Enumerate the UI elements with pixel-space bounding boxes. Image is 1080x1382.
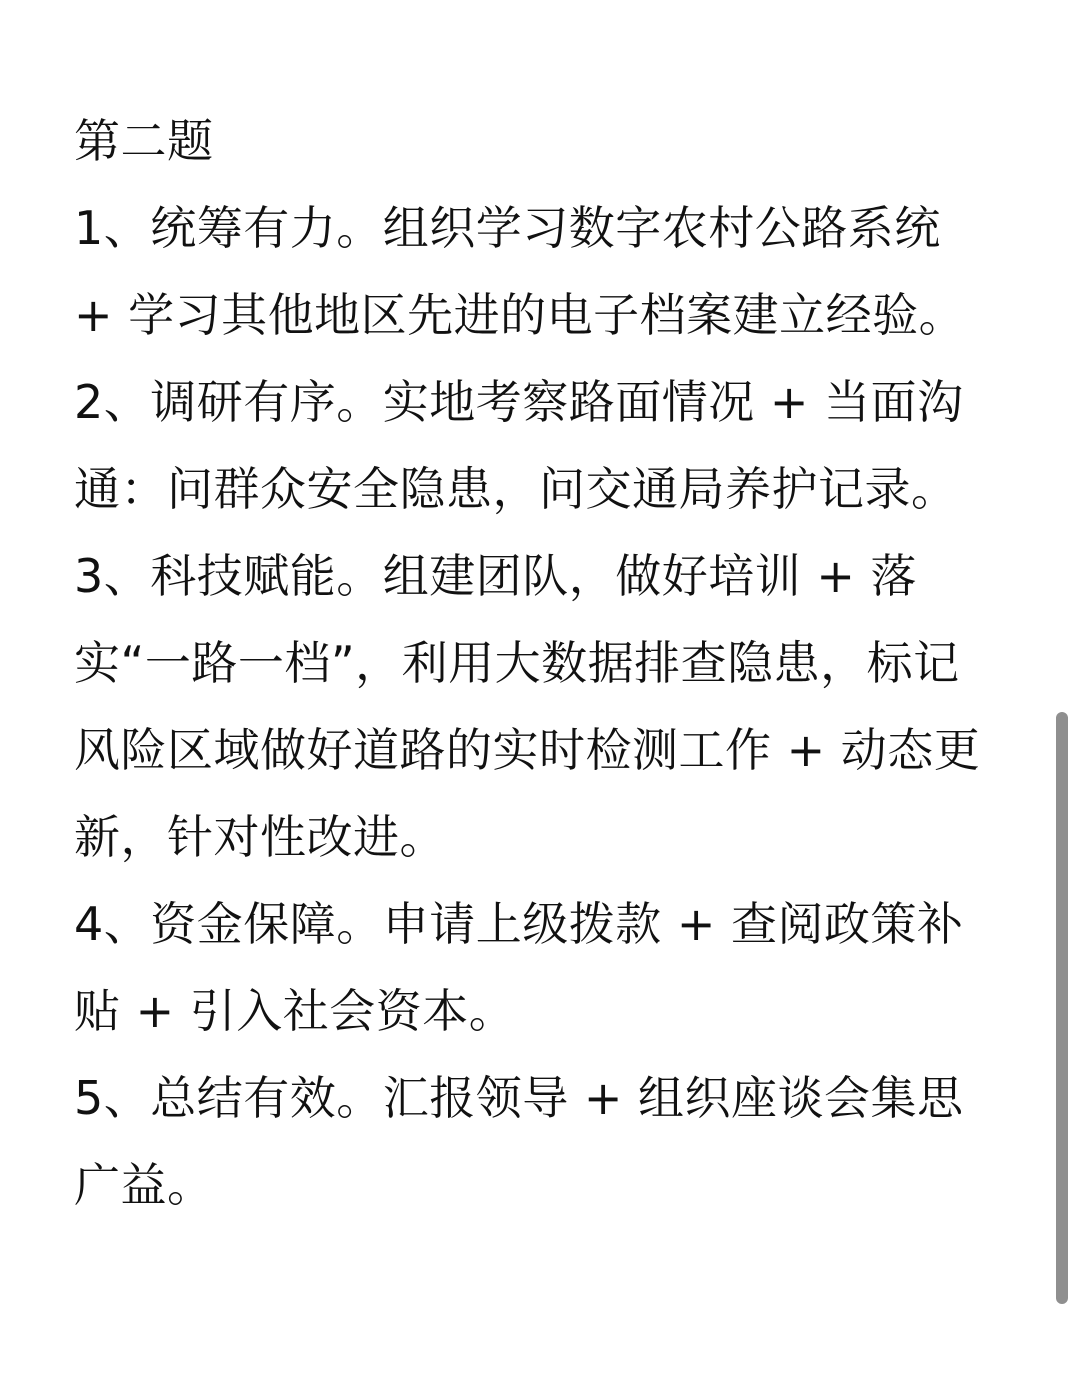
text-line-10: 贴 + 引入社会资本。 bbox=[74, 984, 516, 1038]
text-line-8: 新，针对性改进。 bbox=[74, 810, 446, 864]
text-line-2: + 学习其他地区先进的电子档案建立经验。 bbox=[74, 288, 966, 342]
text-line-11: 5、总结有效。汇报领导 + 组织座谈会集思 bbox=[74, 1071, 964, 1125]
text-line-12: 广益。 bbox=[74, 1158, 214, 1212]
text-line-3: 2、调研有序。实地考察路面情况 + 当面沟 bbox=[74, 375, 964, 429]
text-line-7: 风险区域做好道路的实时检测工作 + 动态更 bbox=[74, 723, 981, 777]
text-line-4: 通：问群众安全隐患，问交通局养护记录。 bbox=[74, 462, 958, 516]
document-body bbox=[74, 98, 994, 1229]
document-title: 第二题 bbox=[74, 114, 214, 168]
text-line-5: 3、科技赋能。组建团队，做好培训 + 落 bbox=[74, 549, 918, 603]
text-line-6: 实“一路一档”，利用大数据排查隐患，标记 bbox=[74, 636, 960, 690]
vertical-scrollbar[interactable] bbox=[1056, 712, 1068, 1304]
text-line-1: 1、统筹有力。组织学习数字农村公路系统 bbox=[74, 201, 941, 255]
text-line-9: 4、资金保障。申请上级拨款 + 查阅政策补 bbox=[74, 897, 964, 951]
